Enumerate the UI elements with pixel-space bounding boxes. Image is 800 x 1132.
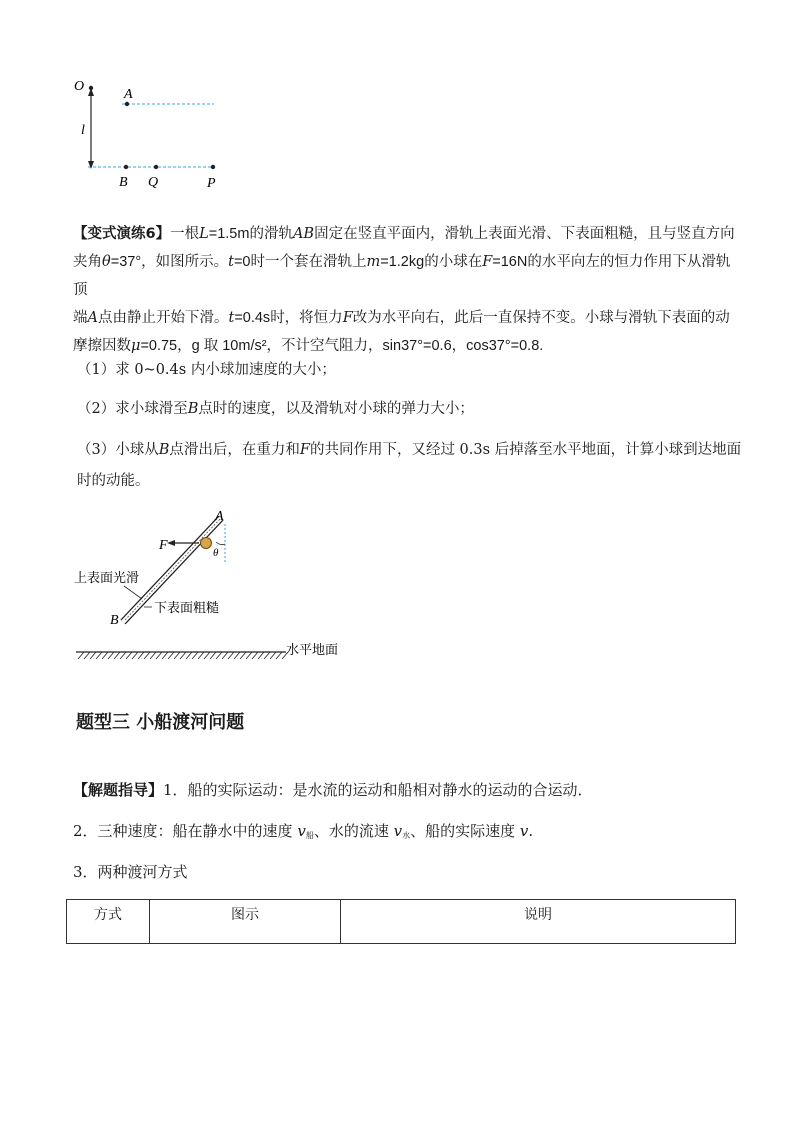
label-b: B [119, 175, 128, 190]
label-theta: θ [213, 547, 219, 559]
point-p [211, 165, 215, 169]
problem-statement: 【变式演练6】一根L=1.5m的滑轨AB固定在竖直平面内，滑轨上表面光滑、下表面粗糙，且与竖直方向 夹角θ=37°，如图所示。t=0时一个套在滑轨上m=1.2kg的小球在F=16N的水平向左的恒力作用下从滑轨顶 端A点由静止开始下滑。t=0.4s时，将恒力F改为水平向右，此后一直保持不变。小球与滑轨下表面的动 摩擦因数μ=0.75，g 取 10m/s²，不计空气阻力，sin37°=0.6，cos37°=0.8. [73, 226, 735, 354]
figure-rail-diagram [64, 502, 364, 667]
table-header-row [67, 900, 736, 944]
question-2: （2）求小球滑至B点时的速度，以及滑轨对小球的弹力大小； [77, 401, 474, 417]
point-q [154, 165, 158, 169]
guide-tag: 【解题指导】 [73, 781, 164, 799]
ground-hatching [78, 652, 288, 659]
top-surface-pointer [124, 586, 142, 599]
label-l: l [81, 123, 85, 138]
crossing-methods-table [66, 899, 736, 944]
label-b: B [110, 613, 119, 628]
point-b [124, 165, 128, 169]
guide-item-2: 2．三种速度：船在静水中的速度 $v_船$、水的流速 $v_水$、船的实际速度 v. [73, 822, 534, 840]
problem-tag: 【变式演练6】 [73, 226, 171, 242]
label-o: O [74, 79, 85, 94]
question-3: （3）小球从B点滑出后，在重力和F的共同作用下，又经过 0.3s 后掉落至水平地面，计算小球到达地面 [77, 442, 742, 458]
label-f: F [159, 538, 168, 553]
table-header-cell: 说明 [341, 900, 736, 944]
guide-item-3: 3．两种渡河方式 [73, 863, 188, 881]
guide-paragraph: 【解题指导】1．船的实际运动：是水流的运动和船相对静水的运动的合运动． [73, 781, 593, 799]
section-title: 题型三 小船渡河问题 [76, 712, 245, 733]
label-q: Q [148, 175, 159, 190]
figure-pendulum-diagram [62, 70, 232, 200]
table-header-cell: 方式 [67, 900, 150, 944]
label-bottom-surface: 下表面粗糙 [154, 601, 220, 616]
question-3-cont: 时的动能。 [77, 473, 150, 489]
label-top-surface: 上表面光滑 [74, 571, 140, 586]
point-a [125, 102, 129, 106]
label-p: P [207, 176, 216, 191]
question-1: （1）求 0~0.4s 内小球加速度的大小； [77, 362, 336, 378]
label-a: A [124, 87, 133, 102]
label-ground: 水平地面 [286, 643, 339, 658]
ball [201, 538, 212, 549]
table-header-cell: 图示 [150, 900, 341, 944]
label-a: A [215, 509, 224, 524]
point-o [89, 86, 93, 90]
